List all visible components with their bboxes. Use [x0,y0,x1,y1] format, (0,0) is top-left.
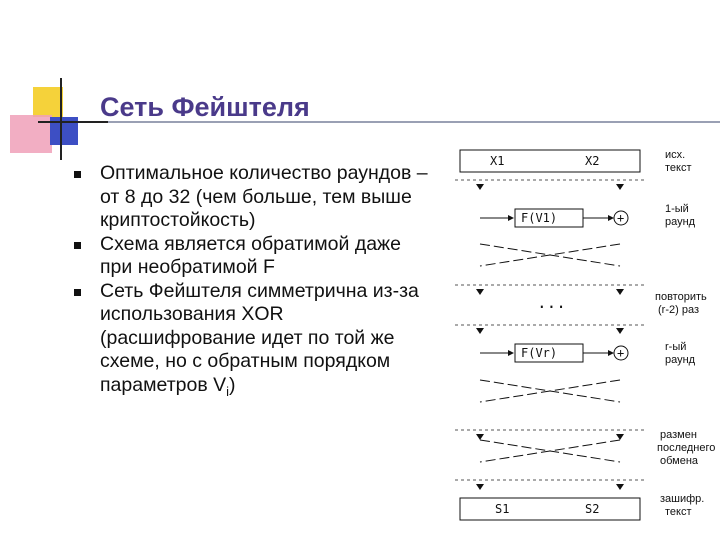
output-s2-label: S2 [585,502,600,516]
input-box [460,150,640,172]
bullet-item [74,233,434,280]
square-bullet-icon [74,171,81,178]
repeat-dots: ... [537,293,566,312]
feistel-diagram [455,140,720,530]
input-x1-label: X1 [490,154,505,168]
square-bullet-icon [74,289,81,296]
xor-plus-label: + [617,211,625,225]
bullet-list [74,162,434,403]
output-s1-label: S1 [495,502,510,516]
xor-plus-label: + [617,346,625,360]
side-label: размен последнего обмена [657,429,716,467]
slide-title: Сеть Фейштеля [100,92,310,122]
bullet-text: Оптимальное количество раундов – от 8 до 32 (чем больше, тем выше криптостойкость) [100,162,428,231]
decor-yellow-square [33,87,63,117]
square-bullet-icon [74,242,81,249]
side-label: исх. текст [665,149,692,174]
decor-vertical-line [60,78,62,160]
side-label: зашифр. текст [660,493,705,518]
bullet-text: Схема является обратимой даже при необратимой F [100,232,401,278]
bullet-text: Сеть Фейштеля симметрична из-за использования XOR (расшифрование идет по той же схеме, но с обратным порядком параметров V [100,279,419,396]
input-x2-label: X2 [585,154,600,168]
bullet-subscript: i [226,383,229,399]
output-box [460,498,640,520]
title-underline-accent [38,121,108,123]
function-f-vr-label: F(Vr) [521,346,558,360]
bullet-tail: ) [229,373,236,396]
side-label: 1-ый раунд [665,203,696,228]
side-label: повторить (r-2) раз [655,291,707,316]
bullet-item [74,162,434,233]
bullet-item [74,280,434,403]
function-f-v1-label: F(V1) [521,211,558,225]
side-label: r-ый раунд [665,341,696,366]
